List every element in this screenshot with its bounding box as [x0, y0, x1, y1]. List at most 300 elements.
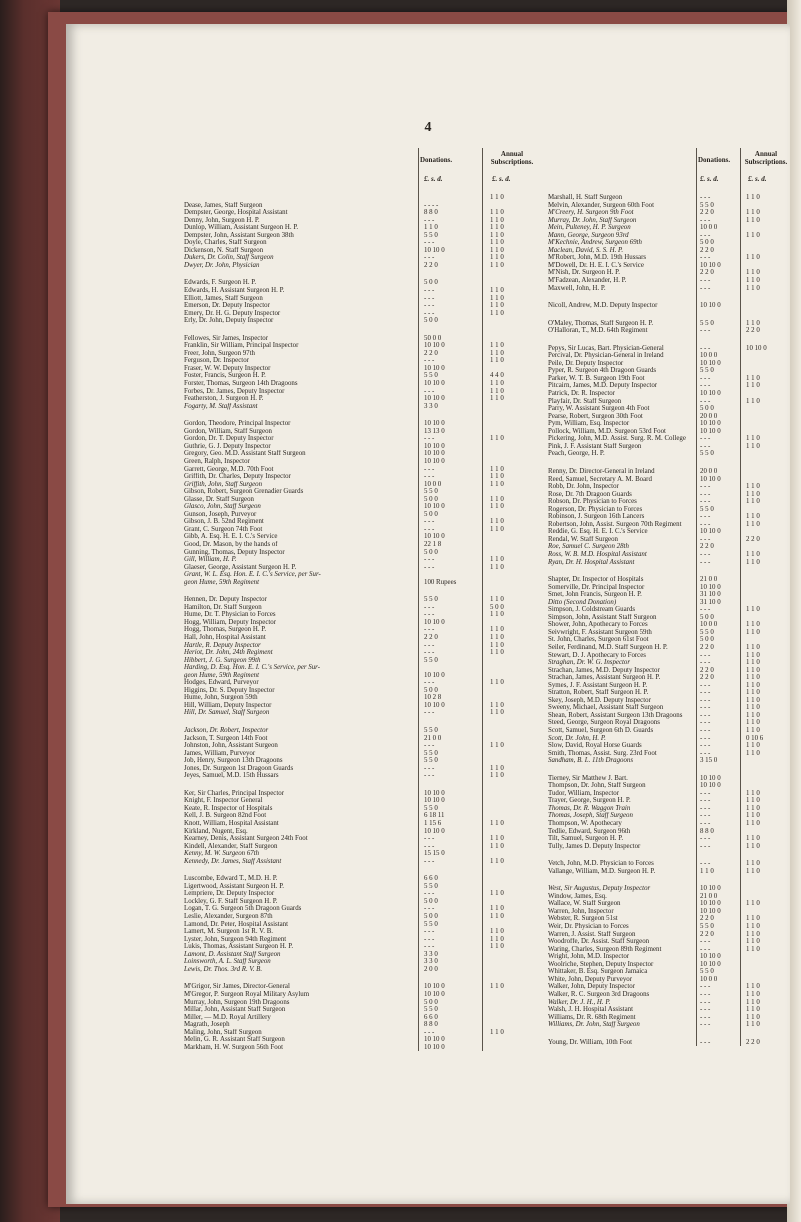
- section-spacer: [184, 973, 540, 983]
- subscriber-name: Pym, William, Esq. Inspector: [548, 420, 630, 428]
- donation-amount: 10 10 0: [424, 1043, 445, 1051]
- donation-amount: 3 3 0: [424, 402, 438, 410]
- subscription-amount: 10 10 0: [746, 344, 767, 352]
- ledger-row: [184, 450, 540, 458]
- donation-amount: 5 5 0: [424, 231, 438, 239]
- ledger-row: [184, 317, 540, 325]
- subscription-amount: 1 1 0: [746, 789, 760, 797]
- subscriber-name: Knott, William, Hospital Assistant: [184, 820, 279, 828]
- ledger-row: [184, 372, 540, 380]
- ledger-row: [184, 395, 540, 403]
- subscription-amount: 1 1 0: [490, 480, 504, 488]
- ledger-row: [184, 443, 540, 451]
- subscription-amount: 1 1 0: [746, 689, 760, 697]
- subscriber-name: Elliott, James, Staff Surgeon: [184, 294, 263, 302]
- donation-amount: 5 5 0: [700, 201, 714, 209]
- subscriber-name: Jones, Dr. Surgeon 1st Dragoon Guards: [184, 764, 294, 772]
- ledger-row: [548, 757, 790, 765]
- donation-amount: - - -: [424, 842, 435, 850]
- donation-amount: 10 10 0: [700, 885, 721, 893]
- subscriptions-label: Subscriptions.: [744, 158, 788, 166]
- subscriber-name: Walker, R. C. Surgeon 3rd Dragoons: [548, 990, 650, 998]
- subscriber-name: Stratton, Robert, Staff Surgeon H. P.: [548, 689, 649, 697]
- subscriber-name: Renny, Dr. Director-General in Ireland: [548, 467, 655, 475]
- ledger-row: [548, 697, 790, 705]
- page-number: 4: [424, 120, 432, 135]
- subscriber-name: Mein, Pulteney, H. P. Surgeon: [548, 224, 631, 232]
- donation-amount: - - -: [700, 498, 711, 506]
- donation-amount: - - -: [424, 679, 435, 687]
- ledger-row: [548, 262, 790, 270]
- column-rule: [740, 148, 741, 1046]
- subscriber-name: Kindell, Alexander, Staff Surgeon: [184, 842, 278, 850]
- ledger-row: [548, 498, 790, 506]
- ledger-row: [184, 619, 540, 627]
- donation-amount: 10 10 0: [424, 797, 445, 805]
- donation-amount: - - -: [700, 681, 711, 689]
- subscriber-name: Strachan, James, Assistant Surgeon H. P.: [548, 674, 661, 682]
- ledger-row: [548, 629, 790, 637]
- ledger-row: [184, 194, 540, 202]
- ledger-row: [184, 991, 540, 999]
- ledger-row: [548, 719, 790, 727]
- subscription-amount: 1 1 0: [746, 1013, 760, 1021]
- subscriber-name: Johnston, John, Assistant Surgeon: [184, 742, 278, 750]
- donation-amount: 2 2 0: [700, 930, 714, 938]
- ledger-row: [548, 621, 790, 629]
- subscription-amount: 1 1 0: [490, 435, 504, 443]
- ledger-row: [184, 727, 540, 735]
- subscriber-name: Forbes, Dr. James, Deputy Inspector: [184, 387, 285, 395]
- ledger-row: [548, 636, 790, 644]
- subscriber-name: Lempriere, Dr. Deputy Inspector: [184, 890, 275, 898]
- subscriber-name: Straghan, Dr. W. G. Inspector: [548, 659, 631, 667]
- subscriber-name: Glasse, Dr. Staff Surgeon: [184, 495, 254, 503]
- donation-amount: - - -: [700, 938, 711, 946]
- ledger-row: [548, 443, 790, 451]
- subscription-amount: 1 1 0: [746, 923, 760, 931]
- donation-amount: - - -: [424, 387, 435, 395]
- ledger-row: [184, 458, 540, 466]
- subscriber-name: Ferguson, Dr. Inspector: [184, 357, 249, 365]
- subscriber-name: Tilt, Samuel, Surgeon H. P.: [548, 835, 624, 843]
- donation-amount: 31 10 0: [700, 591, 721, 599]
- donation-amount: - - -: [424, 603, 435, 611]
- column-rule: [482, 148, 483, 1051]
- donation-amount: - - -: [700, 711, 711, 719]
- subscriber-name: St. John, Charles, Surgeon 61st Foot: [548, 636, 649, 644]
- subscriber-name: Loinsworth, A. L. Staff Surgeon: [184, 958, 271, 966]
- donation-amount: 5 5 0: [424, 1006, 438, 1014]
- ledger-row: [548, 976, 790, 984]
- donation-amount: 10 10 0: [424, 364, 445, 372]
- subscriber-name: Maclean, David, S. S. H. P.: [548, 246, 624, 254]
- subscriber-name: Slow, David, Royal Horse Guards: [548, 742, 642, 750]
- ledger-row: [184, 843, 540, 851]
- donation-amount: - - -: [700, 651, 711, 659]
- donation-amount: 13 13 0: [424, 427, 445, 435]
- donation-amount: - - -: [424, 357, 435, 365]
- donation-amount: 10 0 0: [700, 224, 718, 232]
- donation-amount: 10 10 0: [424, 789, 445, 797]
- donation-amount: 10 0 0: [424, 480, 442, 488]
- subscription-amount: 1 1 0: [746, 319, 760, 327]
- subscription-amount: 1 1 0: [746, 820, 760, 828]
- subscriber-name: Gibb, A. Esq. H. E. I. C.'s Service: [184, 533, 278, 541]
- donation-amount: 1 1 0: [424, 224, 438, 232]
- subscriber-name: Patrick, Dr. R. Inspector: [548, 390, 615, 398]
- ledger-row: [184, 702, 540, 710]
- subscription-amount: 1 1 0: [746, 835, 760, 843]
- ledger-row: [184, 921, 540, 929]
- ledger-row: [548, 868, 790, 876]
- donation-amount: - - -: [700, 860, 711, 868]
- section-spacer: [548, 765, 790, 775]
- section-spacer: [184, 586, 540, 596]
- subscription-amount: 1 1 0: [490, 772, 504, 780]
- ledger-row: [548, 915, 790, 923]
- subscriber-name: Griffith, John, Staff Surgeon: [184, 480, 263, 488]
- subscriber-name: Hennen, Dr. Deputy Inspector: [184, 596, 267, 604]
- subscription-amount: 1 1 0: [746, 704, 760, 712]
- subscription-amount: 1 1 0: [490, 983, 504, 991]
- subscriber-name: Simpson, J. Coldstream Guards: [548, 606, 636, 614]
- ledger-row: [184, 634, 540, 642]
- subscriber-name: Glaeser, George, Assistant Surgeon H. P.: [184, 563, 297, 571]
- subscriber-name: Gunson, Joseph, Purveyor: [184, 510, 257, 518]
- ledger-row: [184, 279, 540, 287]
- subscriber-name: Pyper, R. Surgeon 4th Dragoon Guards: [548, 367, 657, 375]
- subscription-amount: 1 1 0: [746, 231, 760, 239]
- subscription-amount: 1 1 0: [490, 473, 504, 481]
- donation-amount: 6 6 0: [424, 1013, 438, 1021]
- subscriber-name: Hill, William, Deputy Inspector: [184, 701, 272, 709]
- subscription-amount: 1 1 0: [746, 749, 760, 757]
- subscriber-name: Ditto (Second Donation): [548, 598, 617, 606]
- subscriber-name: Vallange, William, M.D. Surgeon H. P.: [548, 867, 656, 875]
- ledger-row: [548, 689, 790, 697]
- donation-amount: 5 0 0: [424, 495, 438, 503]
- donation-amount: - - -: [424, 709, 435, 717]
- donation-amount: 5 0 0: [424, 998, 438, 1006]
- subscription-amount: 1 1 0: [490, 563, 504, 571]
- ledger-row: [184, 217, 540, 225]
- donation-amount: - - -: [700, 742, 711, 750]
- subscriber-name: Denny, John, Surgeon H. P.: [184, 216, 260, 224]
- subscription-amount: 1 1 0: [746, 842, 760, 850]
- ledger-row: [184, 420, 540, 428]
- donation-amount: 3 15 0: [700, 757, 718, 765]
- ledger-row: [548, 320, 790, 328]
- annual-label: Annual: [754, 150, 778, 158]
- subscriber-name: Thomas, Joseph, Staff Surgeon: [548, 812, 633, 820]
- subscription-amount: 1 1 0: [490, 231, 504, 239]
- ledger-row: [548, 413, 790, 421]
- subscriber-name: Gunning, Thomas, Deputy Inspector: [184, 548, 285, 556]
- subscription-amount: 1 1 0: [746, 659, 760, 667]
- subscriber-name: Jackson, Dr. Robert, Inspector: [184, 727, 269, 734]
- ledger-row: [184, 765, 540, 773]
- subscription-amount: 2 2 0: [746, 535, 760, 543]
- ledger-row: [548, 790, 790, 798]
- subscription-amount: 1 1 0: [746, 797, 760, 805]
- ledger-row: [548, 551, 790, 559]
- subscriber-name: Maxwell, John, H. P.: [548, 284, 606, 292]
- ledger-row: [548, 614, 790, 622]
- donation-amount: 2 2 0: [700, 643, 714, 651]
- donation-amount: 10 10 0: [700, 907, 721, 915]
- ledger-row: [184, 742, 540, 750]
- donation-amount: 5 5 0: [424, 488, 438, 496]
- subscription-amount: 1 1 0: [490, 302, 504, 310]
- subscriber-name: Tully, James D. Deputy Inspector: [548, 842, 641, 850]
- donation-amount: 22 1 8: [424, 540, 442, 548]
- subscriber-name: Guthrie, G. J. Deputy Inspector: [184, 442, 271, 450]
- donation-amount: - - -: [700, 990, 711, 998]
- subscriber-name: Pearse, Robert, Surgeon 30th Foot: [548, 412, 643, 420]
- donation-amount: 1 1 0: [700, 867, 714, 875]
- donation-amount: - - -: [700, 689, 711, 697]
- donations-money-heading: £. s. d.: [424, 175, 443, 183]
- donation-amount: 5 5 0: [700, 923, 714, 931]
- subscription-amount: 1 1 0: [490, 216, 504, 224]
- subscription-amount: 1 1 0: [490, 679, 504, 687]
- ledger-row: [184, 828, 540, 836]
- subscription-amount: 1 1 0: [490, 1028, 504, 1036]
- donation-amount: - - -: [700, 327, 711, 335]
- subscriber-name: Shapter, Dr. Inspector of Hospitals: [548, 576, 644, 584]
- ledger-row: [184, 797, 540, 805]
- ledger-row: [184, 850, 540, 858]
- ledger-row: [184, 541, 540, 549]
- subscriber-name: O'Maley, Thomas, Staff Surgeon H. P.: [548, 319, 654, 327]
- ledger-row: [184, 913, 540, 921]
- subscriber-name: Robinson, J. Surgeon 16th Lancers: [548, 513, 645, 521]
- ledger-row: [548, 513, 790, 521]
- subscriber-name: Ryan, Dr. H. Hospital Assistant: [548, 558, 635, 566]
- subscriber-name: Warren, J. Assist. Staff Surgeon: [548, 930, 636, 938]
- ledger-row: [184, 664, 540, 672]
- donation-amount: 20 0 0: [700, 412, 718, 420]
- subscriber-name: Miller, — M.D. Royal Artillery: [184, 1013, 271, 1021]
- subscriber-name: Erly, Dr. John, Deputy Inspector: [184, 317, 274, 325]
- donation-amount: - - -: [700, 535, 711, 543]
- subscriber-name: Grant, C. Surgeon 74th Foot: [184, 525, 263, 533]
- donation-amount: - - -: [424, 473, 435, 481]
- donation-amount: - - -: [700, 842, 711, 850]
- donation-amount: - - -: [700, 216, 711, 224]
- subscription-amount: 1 1 0: [490, 503, 504, 511]
- donation-amount: 10 10 0: [424, 827, 445, 835]
- ledger-row: [548, 659, 790, 667]
- donation-amount: - - -: [700, 435, 711, 443]
- ledger-row: [184, 224, 540, 232]
- ledger-row: [184, 890, 540, 898]
- subscriber-name: Hill, Dr. Samuel, Staff Surgeon: [184, 709, 270, 717]
- subscription-amount: 1 1 0: [746, 397, 760, 405]
- subscriber-name: Tudor, William, Inspector: [548, 789, 620, 797]
- donation-amount: 1 15 6: [424, 820, 442, 828]
- ledger-row: [548, 232, 790, 240]
- subscriber-name: Dease, James, Staff Surgeon: [184, 201, 263, 209]
- donation-amount: - - -: [700, 998, 711, 1006]
- donation-amount: 5 0 0: [424, 686, 438, 694]
- ledger-row: [548, 674, 790, 682]
- ledger-row: [184, 287, 540, 295]
- donation-amount: 5 0 0: [424, 510, 438, 518]
- donation-amount: 10 10 0: [424, 457, 445, 465]
- donations-heading: Donations.: [420, 156, 453, 164]
- section-spacer: [548, 458, 790, 468]
- subscriber-name: Whittaker, B. Esq. Surgeon Jamaica: [548, 968, 648, 976]
- donation-amount: 2 0 0: [424, 965, 438, 973]
- donation-amount: - - -: [424, 525, 435, 533]
- donation-amount: - - -: [424, 857, 435, 865]
- donation-amount: 10 0 0: [700, 621, 718, 629]
- subscriber-name: Freer, John, Surgeon 97th: [184, 349, 255, 357]
- donation-amount: - - - -: [424, 201, 439, 209]
- subscription-amount: 1 1 0: [490, 935, 504, 943]
- subscription-amount: 1 1 0: [746, 1021, 760, 1029]
- ledger-row: [548, 224, 790, 232]
- subscriber-name: Hodges, Edward, Purveyor: [184, 679, 259, 687]
- subscription-amount: 1 1 0: [746, 194, 760, 201]
- donation-amount: - - -: [424, 935, 435, 943]
- donation-amount: 10 10 0: [424, 395, 445, 403]
- subscriber-name: Gordon, Dr. T. Deputy Inspector: [184, 435, 274, 443]
- donation-amount: 5 0 0: [700, 239, 714, 247]
- section-spacer: [184, 269, 540, 279]
- subscription-amount: 1 1 0: [490, 349, 504, 357]
- ledger-row: [184, 820, 540, 828]
- section-spacer: [548, 566, 790, 576]
- donation-amount: 10 0 0: [700, 352, 718, 360]
- subscriber-name: geon Hume, 59th Regiment: [184, 578, 260, 586]
- subscriber-name: Higgins, Dr. S. Deputy Inspector: [184, 686, 275, 694]
- donation-amount: 2 2 0: [700, 674, 714, 682]
- ledger-row: [184, 571, 540, 579]
- ledger-row: [184, 1044, 540, 1052]
- subscription-amount: 1 1 0: [490, 641, 504, 649]
- ledger-row: [548, 405, 790, 413]
- donation-amount: 21 0 0: [700, 892, 718, 900]
- donation-amount: 5 5 0: [424, 727, 438, 734]
- donation-amount: 10 10 0: [424, 442, 445, 450]
- donation-amount: - - -: [700, 550, 711, 558]
- subscriber-name: Thompson, Dr. John, Staff Surgeon: [548, 782, 646, 790]
- section-spacer: [548, 875, 790, 885]
- subscriber-name: Dwyer, Dr. John, Physician: [184, 261, 260, 269]
- subscription-amount: 2 2 0: [746, 327, 760, 335]
- subscriber-name: Vetch, John, M.D. Physician to Forces: [548, 860, 654, 868]
- subscriber-name: Lewis, Dr. Thos. 3rd R. V. B.: [184, 965, 263, 973]
- subscription-amount: 1 1 0: [746, 945, 760, 953]
- donation-amount: 10 2 8: [424, 694, 442, 702]
- ledger-row: [184, 757, 540, 765]
- subscription-amount: 1 1 0: [746, 666, 760, 674]
- subscriber-name: Emerson, Dr. Deputy Inspector: [184, 302, 270, 310]
- ledger-row: [184, 999, 540, 1007]
- donation-amount: 50 0 0: [424, 334, 442, 342]
- ledger-row: [548, 254, 790, 262]
- donation-amount: 2 2 0: [700, 246, 714, 254]
- donation-amount: 10 10 0: [700, 475, 721, 483]
- subscriber-name: Jeyes, Samuel, M.D. 15th Hussars: [184, 772, 279, 780]
- subscriber-name: Gibson, J. B. 52nd Regiment: [184, 518, 264, 526]
- donation-amount: 10 10 0: [700, 953, 721, 961]
- ledger-row: [548, 435, 790, 443]
- subscriber-name: Gordon, Theodore, Principal Inspector: [184, 420, 291, 428]
- ledger-row: [184, 310, 540, 318]
- donation-amount: - - -: [700, 1006, 711, 1014]
- ledger-row: [184, 496, 540, 504]
- subscription-amount: 1 1 0: [490, 943, 504, 951]
- ledger-row: [184, 875, 540, 883]
- subscriber-name: Edwards, H. Assistant Surgeon H. P.: [184, 287, 285, 295]
- subscription-amount: 1 1 0: [490, 495, 504, 503]
- ledger-row: [184, 511, 540, 519]
- subscriber-name: Gibson, Robert, Surgeon Grenadier Guards: [184, 488, 304, 496]
- donation-amount: - - -: [700, 344, 711, 352]
- donation-amount: 10 10 0: [700, 427, 721, 435]
- subscriber-name: Green, Ralph, Inspector: [184, 457, 250, 465]
- donation-amount: 5 0 0: [700, 613, 714, 621]
- subscriptions-label: Subscriptions.: [490, 158, 534, 166]
- section-spacer: [548, 292, 790, 302]
- ledger-row: [548, 828, 790, 836]
- ledger-row: [548, 983, 790, 991]
- subscriber-name: Rose, Dr. 7th Dragoon Guards: [548, 490, 632, 498]
- subscriber-name: Foster, Francis, Surgeon H. P.: [184, 372, 266, 380]
- ledger-row: [184, 579, 540, 587]
- donation-amount: - - -: [700, 812, 711, 820]
- subscriber-name: Peach, George, H. P.: [548, 450, 605, 458]
- ledger-row: [184, 533, 540, 541]
- donation-amount: - - -: [700, 835, 711, 843]
- donation-amount: 5 0 0: [700, 405, 714, 413]
- section-spacer: [184, 717, 540, 727]
- donation-amount: 3 3 0: [424, 958, 438, 966]
- donation-amount: - - -: [700, 442, 711, 450]
- donation-amount: 10 10 0: [424, 380, 445, 388]
- subscription-amount: 1 1 0: [746, 498, 760, 506]
- donation-amount: - - -: [424, 216, 435, 224]
- ledger-row: [548, 750, 790, 758]
- ledger-row: [548, 727, 790, 735]
- subscriber-name: Lamond, Dr. Peter, Hospital Assistant: [184, 920, 289, 928]
- ledger-row: [548, 805, 790, 813]
- ledger-row: [184, 247, 540, 255]
- ledger-row: [548, 835, 790, 843]
- subscription-amount: 1 1 0: [746, 442, 760, 450]
- subscriber-name: M'Grigor, Sir James, Director-General: [184, 983, 290, 991]
- donation-amount: 5 5 0: [424, 804, 438, 812]
- ledger-row: [548, 576, 790, 584]
- subscriber-name: Emery, Dr. H. G. Deputy Inspector: [184, 309, 281, 317]
- ledger-page: [66, 24, 790, 1204]
- right-column: [548, 148, 790, 1046]
- ledger-row: [184, 672, 540, 680]
- donation-amount: - - -: [424, 641, 435, 649]
- donation-amount: 5 5 0: [424, 882, 438, 890]
- donation-amount: - - -: [424, 254, 435, 262]
- ledger-row: [184, 335, 540, 343]
- donation-amount: 3 3 0: [424, 950, 438, 958]
- ledger-row: [548, 652, 790, 660]
- subscriber-name: Markham, H. W. Surgeon 56th Foot: [184, 1043, 284, 1051]
- donation-amount: - - -: [424, 890, 435, 898]
- donation-amount: 10 10 0: [700, 302, 721, 310]
